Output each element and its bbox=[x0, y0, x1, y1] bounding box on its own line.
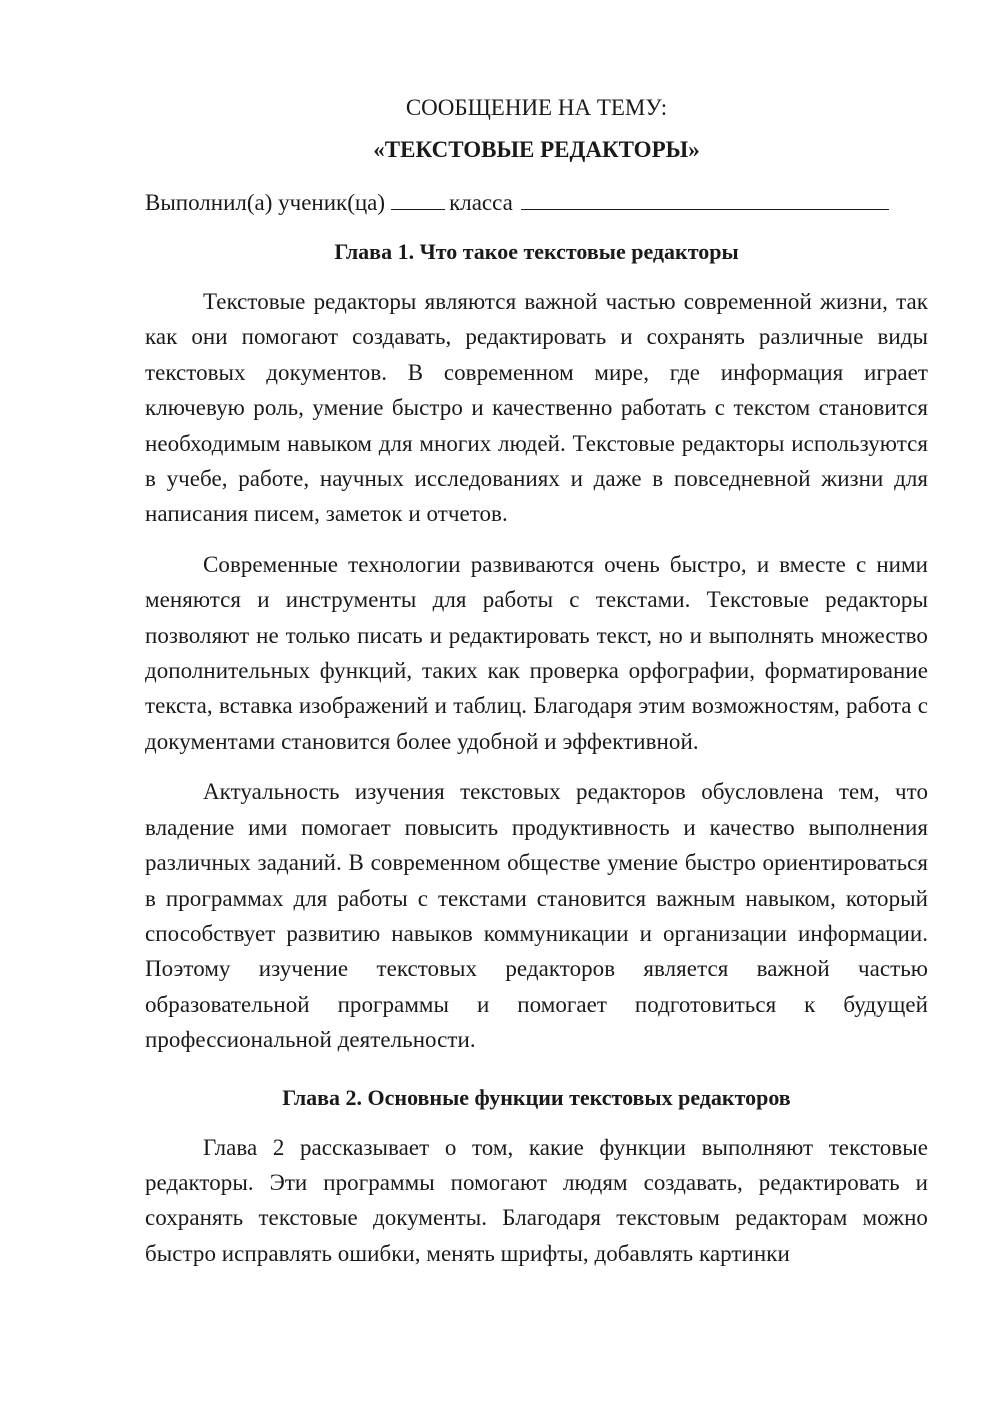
author-prefix: Выполнил(а) ученик(ца) bbox=[145, 190, 386, 215]
document-title-line1: СООБЩЕНИЕ НА ТЕМУ: bbox=[405, 95, 668, 120]
author-line bbox=[145, 183, 928, 223]
chapter-2-heading: Глава 2. Основные функции текстовых редакторов bbox=[282, 1084, 791, 1110]
chapter-1-paragraph-3: Актуальность изучения текстовых редакторов обусловлена тем, что владение ими помогает повысить продуктивность и качество выполнения различных заданий. В современном обществе умение быстро ориентироваться в программах для работы с текстами становится важным навыком, который способствует развитию навыков коммуникации и организации информации. Поэтому изучение текстовых редакторов является важной частью образовательной программы и помогает подготовиться к будущей профессиональной деятельности. bbox=[145, 779, 928, 1053]
class-number-blank bbox=[391, 191, 445, 210]
chapter-1-paragraph-1: Текстовые редакторы являются важной частью современной жизни, так как они помогают создавать, редактировать и сохранять различные виды текстовых документов. В современном мире, где информация играет ключевую роль, умение быстро и качественно работать с текстом становится необходимым навыком для многих людей. Текстовые редакторы используются в учебе, работе, научных исследованиях и даже в повседневной жизни для написания писем, заметок и отчетов. bbox=[145, 289, 928, 527]
chapter-1-heading: Глава 1. Что такое текстовые редакторы bbox=[334, 239, 739, 264]
chapter-2-paragraph-1: Глава 2 рассказывает о том, какие функции выполняют текстовые редакторы. Эти программы помогают людям создавать, редактировать и сохранять текстовые документы. Благодаря текстовым редакторам можно быстро исправлять ошибки, менять шрифты, добавлять картинки bbox=[145, 1134, 928, 1266]
document-topic-title: «ТЕКСТОВЫЕ РЕДАКТОРЫ» bbox=[373, 137, 700, 162]
name-blank bbox=[521, 191, 889, 210]
chapter-1-paragraph-2: Современные технологии развиваются очень быстро, и вместе с ними меняются и инструменты для работы с текстами. Текстовые редакторы позволяют не только писать и редактировать текст, но и выполнять множество дополнительных функций, таких как проверка орфографии, форматирование текста, вставка изображений и таблиц. Благодаря этим возможностям, работа с документами становится более удобной и эффективной. bbox=[145, 551, 928, 754]
class-label: класса bbox=[449, 190, 513, 215]
document-page bbox=[145, 88, 928, 1271]
